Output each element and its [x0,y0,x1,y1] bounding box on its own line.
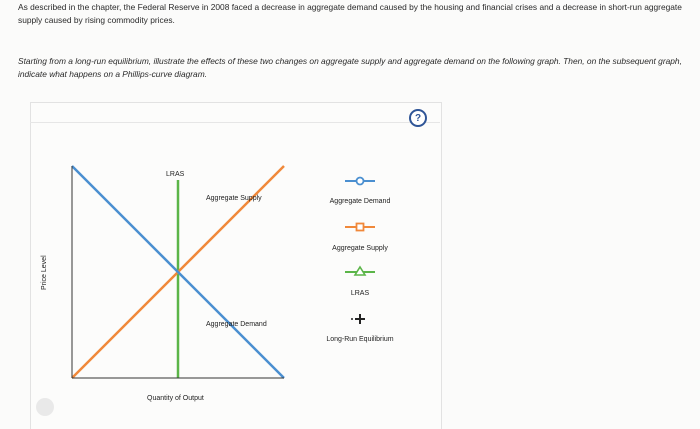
scroll-knob[interactable] [36,398,54,416]
question-intro: As described in the chapter, the Federal Reserve in 2008 faced a decrease in aggregate demand caused by the housing and financial crises and a decrease in short-run aggregate supply caused by rising commodity prices. [18,2,682,25]
legend-label-lras: LRAS [350,290,370,297]
square-line-icon[interactable] [345,224,375,231]
legend-label-aggregate-demand: Aggregate Demand [329,198,391,205]
y-axis-label: Price Level [41,255,48,290]
circle-line-icon[interactable] [345,178,375,185]
x-axis-label: Quantity of Output [147,395,204,402]
plus-icon[interactable] [351,314,365,324]
aggregate-demand-label: Aggregate Demand [206,321,267,328]
triangle-line-icon[interactable] [345,267,375,275]
lras-curve-label: LRAS [166,171,185,178]
legend-label-long-run-equilibrium: Long-Run Equilibrium [326,336,394,343]
question-instructions: Starting from a long-run equilibrium, illustrate the effects of these two changes on aggregate supply and aggregate demand on the following graph. Then, on the subsequent graph, indicate what happens on a Phillips-curve diagram. [18,56,682,79]
help-button[interactable]: ? [409,109,427,127]
legend-label-aggregate-supply: Aggregate Supply [332,245,388,252]
aggregate-supply-label: Aggregate Supply [206,195,262,202]
